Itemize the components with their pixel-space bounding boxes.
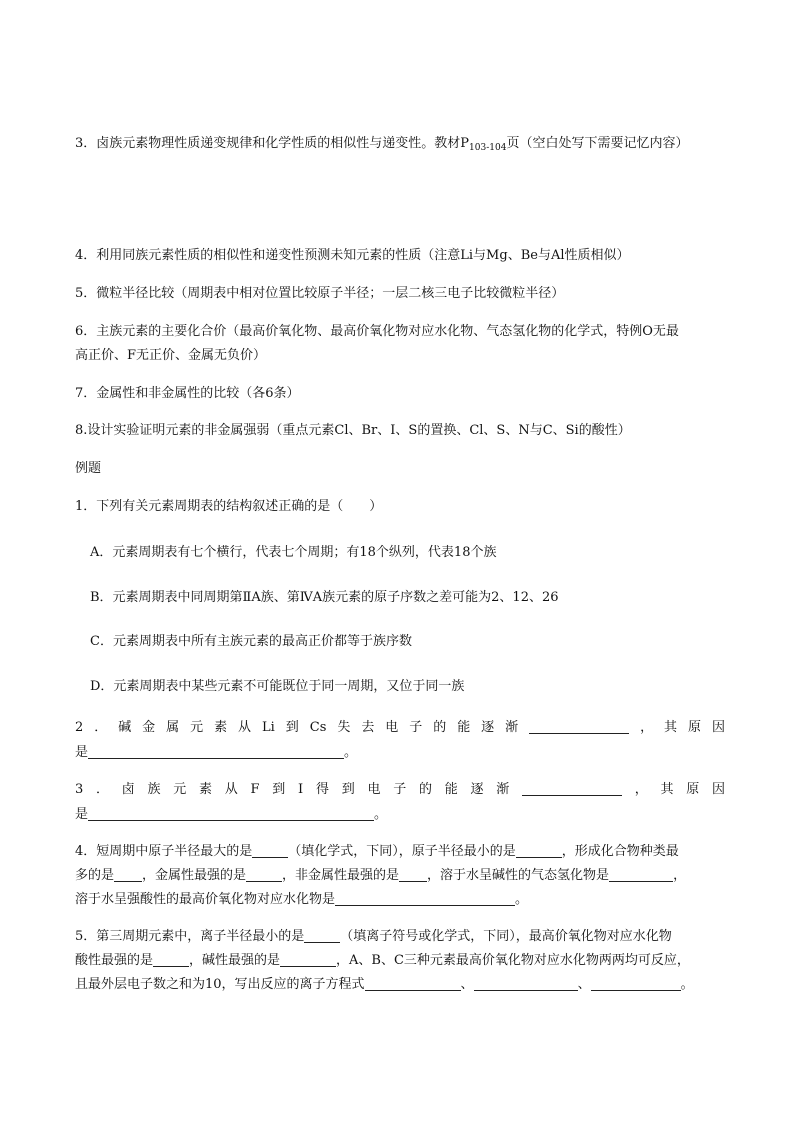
question-1-option-c: C．元素周期表中所有主族元素的最高正价都等于族序数 <box>90 634 412 649</box>
question-5-blank-5[interactable] <box>474 976 578 991</box>
question-2-line-2 <box>75 743 725 763</box>
question-3-text-3: 是 <box>75 807 89 822</box>
question-5-text-e: ，A、B、C三种元素最高价氧化物对应水化物两两均可反应， <box>336 953 690 968</box>
question-5-text-f: 且最外层电子数之和为10，写出反应的离子方程式 <box>75 977 365 992</box>
item-6-line-1: 6．主族元素的主要化合价（最高价氧化物、最高价氧化物对应水化物、气态氢化物的化学式，特例O无最 <box>75 324 679 339</box>
item-3-line <box>75 134 725 154</box>
question-4-text-i: 溶于水呈强酸性的最高价氧化物对应水化物是 <box>75 892 336 907</box>
question-4-line-3 <box>75 890 725 910</box>
question-4-blank-7[interactable] <box>335 891 515 906</box>
item-3-text: 3．卤族元素物理性质递变规律和化学性质的相似性与递变性。教材P <box>75 136 470 151</box>
question-4-line-1 <box>75 842 725 862</box>
question-3-line-1 <box>75 780 725 800</box>
question-5-text-a: 5．第三周期元素中，离子半径最小的是 <box>75 929 305 944</box>
question-4-text-j: 。 <box>515 892 529 907</box>
question-3-text: 3．卤族元素从F到I得到电子的能逐渐 <box>75 782 522 797</box>
question-5-line-3 <box>75 975 725 995</box>
question-4-text-h: ， <box>673 868 687 883</box>
question-2-end: 。 <box>344 745 358 760</box>
question-4-blank-3[interactable] <box>114 867 142 882</box>
question-2-blank-1[interactable] <box>529 719 629 734</box>
question-5-text-d: ，碱性最强的是 <box>189 953 281 968</box>
example-heading: 例题 <box>75 461 102 476</box>
question-4-text-f: ，非金属性最强的是 <box>282 868 400 883</box>
question-4-text-b: （填化学式，下同），原子半径最小的是 <box>288 844 516 859</box>
question-2-text-2: ，其原因 <box>629 720 725 735</box>
question-3-blank-2[interactable] <box>88 806 374 821</box>
question-2-text: 2．碱金属元素从Li到Cs失去电子的能逐渐 <box>75 720 530 735</box>
question-3-end: 。 <box>374 807 388 822</box>
question-5-text-b: （填离子符号或化学式，下同），最高价氧化物对应水化物 <box>340 929 672 944</box>
question-5-text-g: 、 <box>460 977 474 992</box>
question-4-blank-2[interactable] <box>516 843 562 858</box>
question-5-line-1 <box>75 927 725 947</box>
question-5-line-2 <box>75 951 725 971</box>
question-5-text-c: 酸性最强的是 <box>75 953 154 968</box>
question-5-text-i: 。 <box>680 977 694 992</box>
item-4-line: 4．利用同族元素性质的相似性和递变性预测未知元素的性质（注意Li与Mg、Be与Al性质相似） <box>75 248 630 263</box>
question-4-blank-6[interactable] <box>609 867 673 882</box>
question-1-option-d: D．元素周期表中某些元素不可能既位于同一周期，又位于同一族 <box>90 679 465 694</box>
question-5-blank-2[interactable] <box>153 952 189 967</box>
question-4-blank-1[interactable] <box>252 843 288 858</box>
question-4-text-a: 4．短周期中原子半径最大的是 <box>75 844 253 859</box>
question-4-text-c: ，形成化合物种类最 <box>561 844 679 859</box>
item-3-subscript: 103-104 <box>469 143 507 153</box>
question-4-text-e: ，金属性最强的是 <box>142 868 247 883</box>
question-3-line-2 <box>75 805 725 825</box>
question-3-text-2: ，其原因 <box>621 782 725 797</box>
question-4-line-2 <box>75 866 725 886</box>
item-6-line-2: 高正价、F无正价、金属无负价） <box>75 348 267 363</box>
question-5-blank-1[interactable] <box>304 928 340 943</box>
question-5-blank-4[interactable] <box>365 976 461 991</box>
question-1-option-a: A．元素周期表有七个横行，代表七个周期；有18个纵列，代表18个族 <box>90 545 497 560</box>
question-1-option-b: B．元素周期表中同周期第ⅡA族、第ⅣA族元素的原子序数之差可能为2、12、26 <box>90 590 559 605</box>
question-2-blank-2[interactable] <box>88 744 344 759</box>
item-3-after: 页（空白处写下需要记忆内容） <box>506 136 689 151</box>
question-4-text-d: 多的是 <box>75 868 115 883</box>
question-4-blank-4[interactable] <box>246 867 282 882</box>
question-2-text-3: 是 <box>75 745 89 760</box>
item-8-line: 8.设计实验证明元素的非金属强弱（重点元素Cl、Br、I、S的置换、Cl、S、N与C、Si的酸性） <box>75 423 631 438</box>
question-4-blank-5[interactable] <box>399 867 427 882</box>
question-5-text-h: 、 <box>577 977 591 992</box>
question-1-stem: 1．下列有关元素周期表的结构叙述正确的是（ ） <box>75 499 383 514</box>
item-5-line: 5．微粒半径比较（周期表中相对位置比较原子半径；一层二核三电子比较微粒半径） <box>75 286 565 301</box>
question-4-text-g: ，溶于水呈碱性的气态氢化物是 <box>427 868 610 883</box>
question-5-blank-6[interactable] <box>591 976 681 991</box>
question-2-line-1 <box>75 718 725 738</box>
question-3-blank-1[interactable] <box>522 781 622 796</box>
question-5-blank-3[interactable] <box>280 952 336 967</box>
item-7-line: 7．金属性和非金属性的比较（各6条） <box>75 386 300 401</box>
